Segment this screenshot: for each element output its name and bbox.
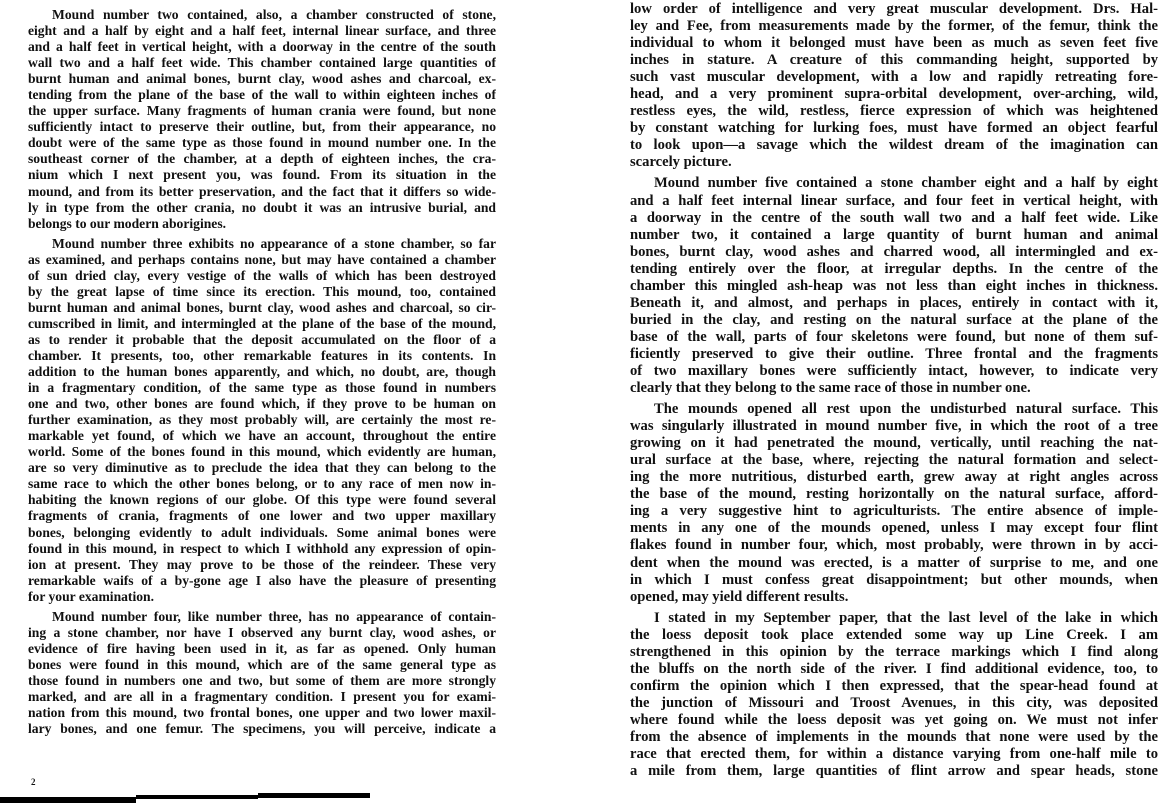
text-line: number two, it contained a large quantity of burnt human and animal <box>630 226 1158 243</box>
text-line: tending from the plane of the base of the wall to within eighteen inches of <box>28 87 496 103</box>
text-line: Mound number five contained a stone chamber eight and a half by eight <box>654 175 1158 192</box>
text-line: bones were found in this mound, which are of the same general type as <box>28 656 496 672</box>
text-line: Beneath it, and almost, and perhaps in places, entirely in contact with it, <box>630 294 1158 311</box>
text-line: buried in the clay, and resting on the natural surface at the plane of the <box>630 311 1158 328</box>
text-line: Mound number four, like number three, has no appearance of contain- <box>52 608 496 624</box>
text-line: clearly that they belong to the same race of those in number one. <box>630 380 1031 397</box>
text-line: and a half feet internal linear surface, and four feet in vertical height, with <box>630 192 1158 209</box>
text-line: ion at present. They may prove to be those of the reindeer. These very <box>28 556 496 572</box>
text-line: are so very diminutive as to preclude the idea that they can belong to the <box>28 460 496 476</box>
text-line: marked, and are all in a fragmentary condition. I present you for exami- <box>28 688 496 704</box>
text-line: nation from this mound, two frontal bones, one upper and two lower maxil- <box>28 705 496 721</box>
text-line: inches in stature. A creature of this commanding height, supported by <box>630 52 1158 69</box>
text-line: a mile from them, large quantities of flint arrow and spear heads, stone <box>630 763 1158 780</box>
text-line: doubt were of the same type as those found in mound number one. In the <box>28 135 496 151</box>
text-line: scarcely picture. <box>630 154 732 171</box>
text-line: from the absence of implements in the mounds that none were used by the <box>630 728 1158 745</box>
paragraph <box>630 1 1158 171</box>
text-line: ing the more nutritious, disturbed earth, grew away at right angles across <box>630 469 1158 486</box>
text-line: restless eyes, the wild, restless, fierce expression of which was heightened <box>630 103 1158 120</box>
right-page <box>630 1 1158 784</box>
paragraph <box>28 236 496 605</box>
paragraph <box>630 175 1158 397</box>
paragraph <box>630 610 1158 780</box>
text-line: the upper surface. Many fragments of human crania were found, but none <box>28 103 496 119</box>
text-line: sufficiently intact to preserve their outline, but, from their appearance, no <box>28 119 496 135</box>
text-line: ly in type from the other crania, no doubt it was an intrusive burial, and <box>28 199 496 215</box>
text-line: race that erected them, for within a distance varying from one-half mile to <box>630 746 1158 763</box>
text-line: chamber this mingled ash-heap was not less than eight inches in thickness. <box>630 277 1158 294</box>
text-line: ley and Fee, from measurements made by the former, of the femur, think the <box>630 18 1158 35</box>
paragraph <box>28 7 496 232</box>
text-line: low order of intelligence and very great muscular development. Drs. Hal- <box>630 1 1158 17</box>
text-line: head, and a very prominent supra-orbital development, over-arching, wild, <box>630 86 1158 103</box>
text-line: dent when the mound was erected, is a matter of surprise to me, and one <box>630 554 1158 571</box>
text-line: the loess deposit took place extended some way up Line Creek. I am <box>630 626 1158 643</box>
text-line: chamber. It presents, too, other remarkable features in its contents. In <box>28 347 496 363</box>
text-line: eight and a half by eight and a half feet, internal linear surface, and three <box>28 23 496 39</box>
text-line: bones, burnt clay, wood ashes and charred wood, all intermingled and ex- <box>630 243 1158 260</box>
scan-edge-bar <box>0 797 136 803</box>
text-line: growing on it had penetrated the mound, vertically, until reaching the nat- <box>630 435 1158 452</box>
text-line: confirm the opinion which I then expressed, that the spear-head found at <box>630 677 1158 694</box>
text-line: Mound number three exhibits no appearance of a stone chamber, so far <box>52 235 496 251</box>
text-line: was singularly illustrated in mound number five, in which the root of a tree <box>630 418 1158 435</box>
text-line: tending entirely over the floor, at irregular depths. In the centre of the <box>630 260 1158 277</box>
text-line: evidence of fire having been used in it, as far as opened. Only human <box>28 640 496 656</box>
text-line: to look upon—a savage which the wildest dream of the imagination can <box>630 137 1158 154</box>
text-line: addition to the human bones apparently, and which, no doubt, are, though <box>28 364 496 380</box>
text-line: southeast corner of the chamber, at a depth of eighteen inches, the cra- <box>28 151 496 167</box>
text-line: the base of the mound, resting horizontally on the natural surface, afford- <box>630 486 1158 503</box>
text-line: habiting the known regions of our globe. Of this type were found several <box>28 492 496 508</box>
text-line: burnt human and animal bones, burnt clay, wood ashes and charcoal, ex- <box>28 71 496 87</box>
text-line: for your examination. <box>28 588 154 604</box>
text-line: burnt human and animal bones, burnt clay, wood ashes and charcoal, so cir- <box>28 299 496 315</box>
left-page <box>28 7 496 741</box>
text-line: markable yet found, of which we have an account, throughout the entire <box>28 428 496 444</box>
text-line: by the great lapse of time since its erection. This mound, too, contained <box>28 283 496 299</box>
text-line: flakes found in number four, which, most probably, were thrown in by acci- <box>630 537 1158 554</box>
text-line: in which I must confess great disappointment; but other mounds, when <box>630 571 1158 588</box>
text-line: lary bones, and one femur. The specimens, you will perceive, indicate a <box>28 721 496 737</box>
text-line: found in this mound, in respect to which I withhold any expression of opin- <box>28 540 496 556</box>
text-line: opened, may yield different results. <box>630 588 849 605</box>
scan-edge-bar <box>258 793 370 798</box>
text-line: world. Some of the bones found in this mound, which evidently are human, <box>28 444 496 460</box>
scan-edge-bar <box>136 795 258 799</box>
text-line: strengthened in this opinion by the terrace markings which I find along <box>630 643 1158 660</box>
text-line: of sun dried clay, every vestige of the walls of which has been destroyed <box>28 267 496 283</box>
text-line: as examined, and perhaps contains none, but may have contained a chamber <box>28 251 496 267</box>
text-line: belongs to our modern aborigines. <box>28 215 227 231</box>
text-line: ficiently preserved to give their outline. Three frontal and the fragments <box>630 345 1158 362</box>
text-line: bones, belonging evidently to adult individuals. Some animal bones were <box>28 524 496 540</box>
text-line: ments in any one of the mounds opened, unless I may except four flint <box>630 520 1158 537</box>
text-line: mound, and from its better preservation, and the fact that it differs so wide- <box>28 183 496 199</box>
text-line: The mounds opened all rest upon the undisturbed natural surface. This <box>654 401 1158 418</box>
signature-mark: 2 <box>31 777 36 787</box>
paragraph <box>28 609 496 737</box>
text-line: individual to whom it belonged must have been as much as seven feet five <box>630 35 1158 52</box>
text-line: I stated in my September paper, that the last level of the lake in which <box>654 609 1158 626</box>
text-line: ural surface at the base, where, rejecting the natural formation and select- <box>630 452 1158 469</box>
text-line: further examination, as they most probably will, are certainly the most re- <box>28 412 496 428</box>
text-line: remarkable waifs of a by-gone age I also have the pleasure of presenting <box>28 572 496 588</box>
text-line: wall two and a half feet wide. This chamber contained large quantities of <box>28 55 496 71</box>
text-line: and a half feet in vertical height, with a doorway in the centre of the south <box>28 39 496 55</box>
text-line: such vast muscular development, with a low and rapidly retreating fore- <box>630 69 1158 86</box>
text-line: ing a stone chamber, nor have I observed any burnt clay, wood ashes, or <box>28 624 496 640</box>
text-line: where found while the loess deposit was yet going on. We must not infer <box>630 711 1158 728</box>
text-line: by constant watching for lurking foes, must have formed an object fearful <box>630 120 1158 137</box>
text-line: in a fragmentary condition, of the same type as those found in numbers <box>28 380 496 396</box>
text-line: as to render it probable that the deposit accumulated on the floor of a <box>28 331 496 347</box>
text-line: the junction of Missouri and Troost Avenues, in this city, was deposited <box>630 694 1158 711</box>
text-line: same race to which the other bones belong, or to any race of men now in- <box>28 476 496 492</box>
text-line: those found in numbers one and two, but some of them are more strongly <box>28 672 496 688</box>
paragraph <box>630 401 1158 606</box>
text-line: nium which I next present you, was found. From its situation in the <box>28 167 496 183</box>
text-line: of two maxillary bones were sufficiently intact, however, to indicate very <box>630 362 1158 379</box>
text-line: fragments of crania, fragments of one lower and two upper maxillary <box>28 508 496 524</box>
text-line: a doorway in the centre of the south wall two and a half feet wide. Like <box>630 209 1158 226</box>
text-line: Mound number two contained, also, a chamber constructed of stone, <box>52 7 496 22</box>
text-line: cumscribed in limit, and intermingled at the plane of the base of the mound, <box>28 315 496 331</box>
text-line: ing a very suggestive hint to agriculturists. The entire absence of imple- <box>630 503 1158 520</box>
text-line: the bluffs on the north side of the river. I find additional evidence, too, to <box>630 660 1158 677</box>
text-line: one and two, other bones are found which, if they prove to be human on <box>28 396 496 412</box>
text-line: base of the wall, parts of four skeletons were found, but none of them suf- <box>630 328 1158 345</box>
